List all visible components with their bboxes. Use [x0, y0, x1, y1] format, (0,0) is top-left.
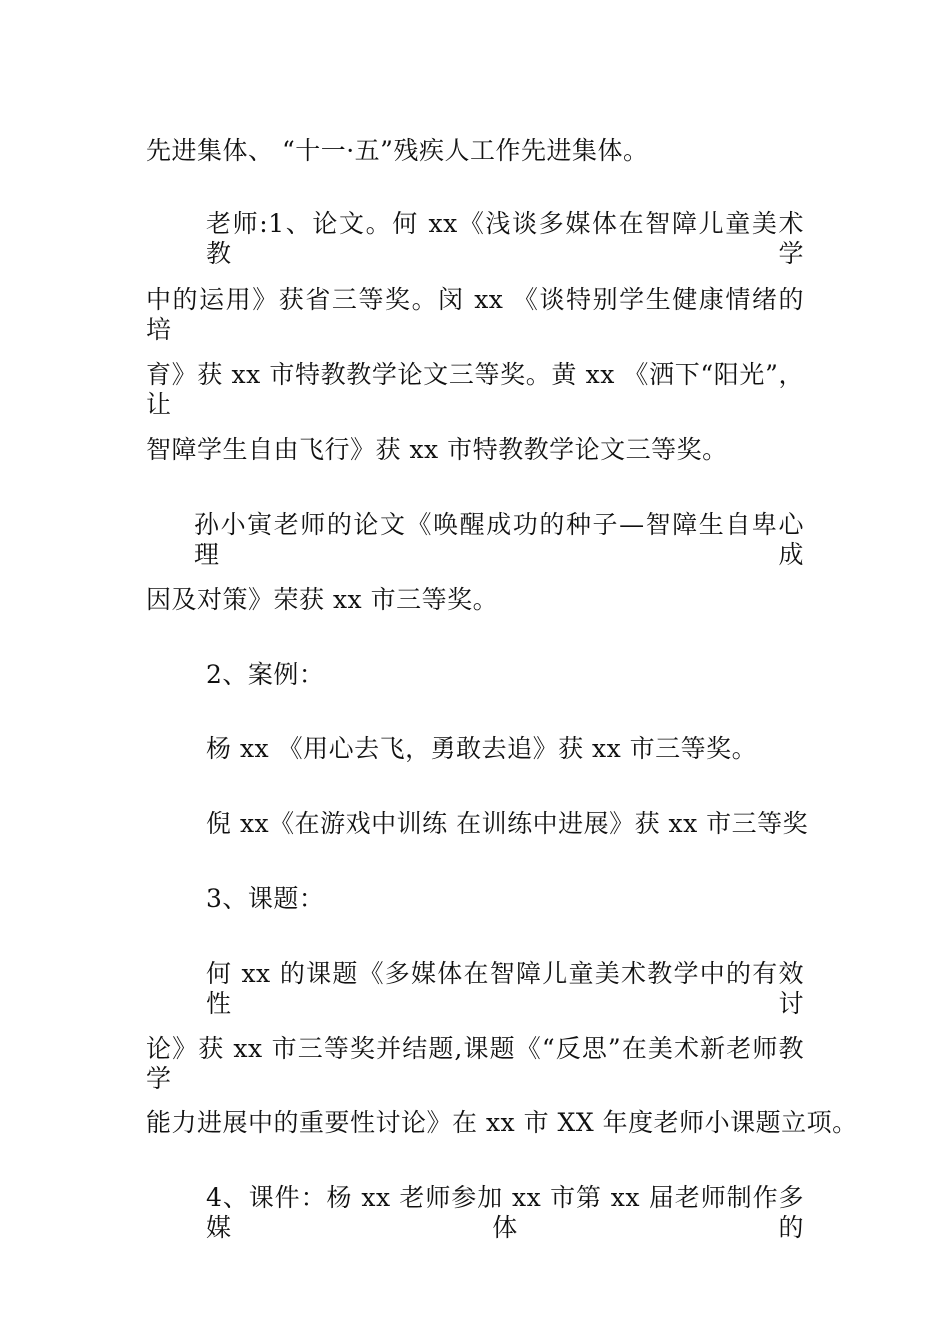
text-line-8: 2、案例：: [206, 660, 325, 689]
text-line-15: 4、课件：杨 xx 老师参加 xx 市第 xx 届老师制作多媒体的: [206, 1183, 804, 1242]
text-line-4: 育》获 xx 市特教教学论文三等奖。黄 xx 《洒下“阳光”，让: [146, 360, 804, 419]
text-line-14: 能力进展中的重要性讨论》在 xx 市 XX 年度老师小课题立项。: [146, 1108, 858, 1137]
text-line-10: 倪 xx《在游戏中训练 在训练中进展》获 xx 市三等奖: [206, 809, 809, 838]
text-line-7: 因及对策》荣获 xx 市三等奖。: [146, 585, 499, 614]
text-line-13: 论》获 xx 市三等奖并结题,课题《“反思”在美术新老师教学: [146, 1034, 804, 1093]
text-line-11: 3、课题：: [206, 884, 325, 913]
text-line-9: 杨 xx 《用心去飞，勇敢去追》获 xx 市三等奖。: [206, 734, 758, 763]
text-line-2: 老师:1、论文。何 xx《浅谈多媒体在智障儿童美术教学: [206, 209, 804, 268]
text-line-1: 先进集体、 “十一·五”残疾人工作先进集体。: [146, 136, 649, 165]
text-line-3: 中的运用》获省三等奖。闵 xx 《谈特别学生健康情绪的培: [146, 285, 804, 344]
text-line-12: 何 xx 的课题《多媒体在智障儿童美术教学中的有效性讨: [206, 959, 804, 1018]
text-line-6: 孙小寅老师的论文《唤醒成功的种子—智障生自卑心理成: [194, 510, 804, 569]
text-line-5: 智障学生自由飞行》获 xx 市特教教学论文三等奖。: [146, 435, 728, 464]
